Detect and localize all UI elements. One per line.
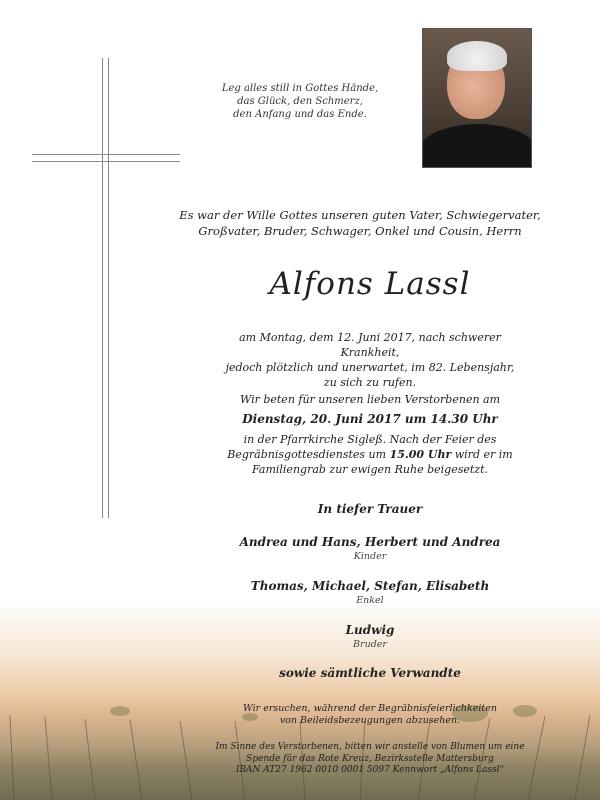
- portrait-photo: [422, 28, 532, 168]
- burial-time: 15.00 Uhr: [389, 448, 452, 461]
- cross-icon: [32, 58, 182, 528]
- prayer-line: Wir beten für unseren lieben Verstorbenen am: [239, 393, 501, 406]
- donation-note: [190, 742, 550, 777]
- request-line: Wir ersuchen, während der Begräbnisfeierlichkeiten: [243, 703, 497, 714]
- verse-line: das Glück, den Schmerz,: [237, 96, 363, 107]
- funeral-details: [200, 432, 540, 477]
- mourner-names: Ludwig: [345, 623, 395, 637]
- church-line: [200, 447, 540, 462]
- relatives-line: sowie sämtliche Verwandte: [279, 666, 461, 680]
- church-line: in der Pfarrkirche Sigleß. Nach der Feier des: [243, 433, 497, 446]
- mourner-role: Kinder: [353, 551, 387, 562]
- church-line: Familiengrab zur ewigen Ruhe beigesetzt.: [252, 463, 488, 476]
- mourner-role: Enkel: [356, 595, 384, 606]
- donation-line: Im Sinne des Verstorbenen, bitten wir anstelle von Blumen um eine: [215, 742, 525, 752]
- mourning-heading: In tiefer Trauer: [317, 502, 423, 516]
- death-line: zu sich zu rufen.: [323, 376, 417, 389]
- donation-line: IBAN AT27 1962 0010 0001 5097 Kennwort „Alfons Lassl“: [235, 765, 505, 775]
- donation-line: Spende für das Rote Kreuz, Bezirksstelle Mattersburg: [246, 753, 494, 764]
- church-line-text: Begräbnisgottesdienstes um: [227, 448, 390, 461]
- verse-line: Leg alles still in Gottes Hände,: [221, 83, 379, 94]
- verse-block: [200, 82, 400, 121]
- intro-line: Es war der Wille Gottes unseren guten Vater, Schwiegervater,: [179, 208, 541, 222]
- death-notice: [210, 330, 530, 390]
- intro-text: [160, 207, 560, 239]
- mourner-role: Bruder: [353, 639, 387, 650]
- death-line: jedoch plötzlich und unerwartet, im 82. Lebensjahr,: [225, 361, 515, 374]
- mourner-names: Andrea und Hans, Herbert und Andrea: [239, 535, 501, 549]
- request-line: von Beileidsbezeugungen abzusehen.: [279, 715, 461, 726]
- condolence-request: [200, 703, 540, 727]
- mourner-names: Thomas, Michael, Stefan, Elisabeth: [250, 579, 490, 593]
- death-line: am Montag, dem 12. Juni 2017, nach schwerer Krankheit,: [239, 331, 501, 359]
- funeral-date: Dienstag, 20. Juni 2017 um 14.30 Uhr: [242, 412, 498, 426]
- church-line-text: wird er im: [451, 448, 513, 461]
- deceased-name: Alfons Lassl: [269, 266, 471, 302]
- intro-line: Großvater, Bruder, Schwager, Onkel und Cousin, Herrn: [198, 224, 522, 238]
- verse-line: den Anfang und das Ende.: [233, 109, 367, 120]
